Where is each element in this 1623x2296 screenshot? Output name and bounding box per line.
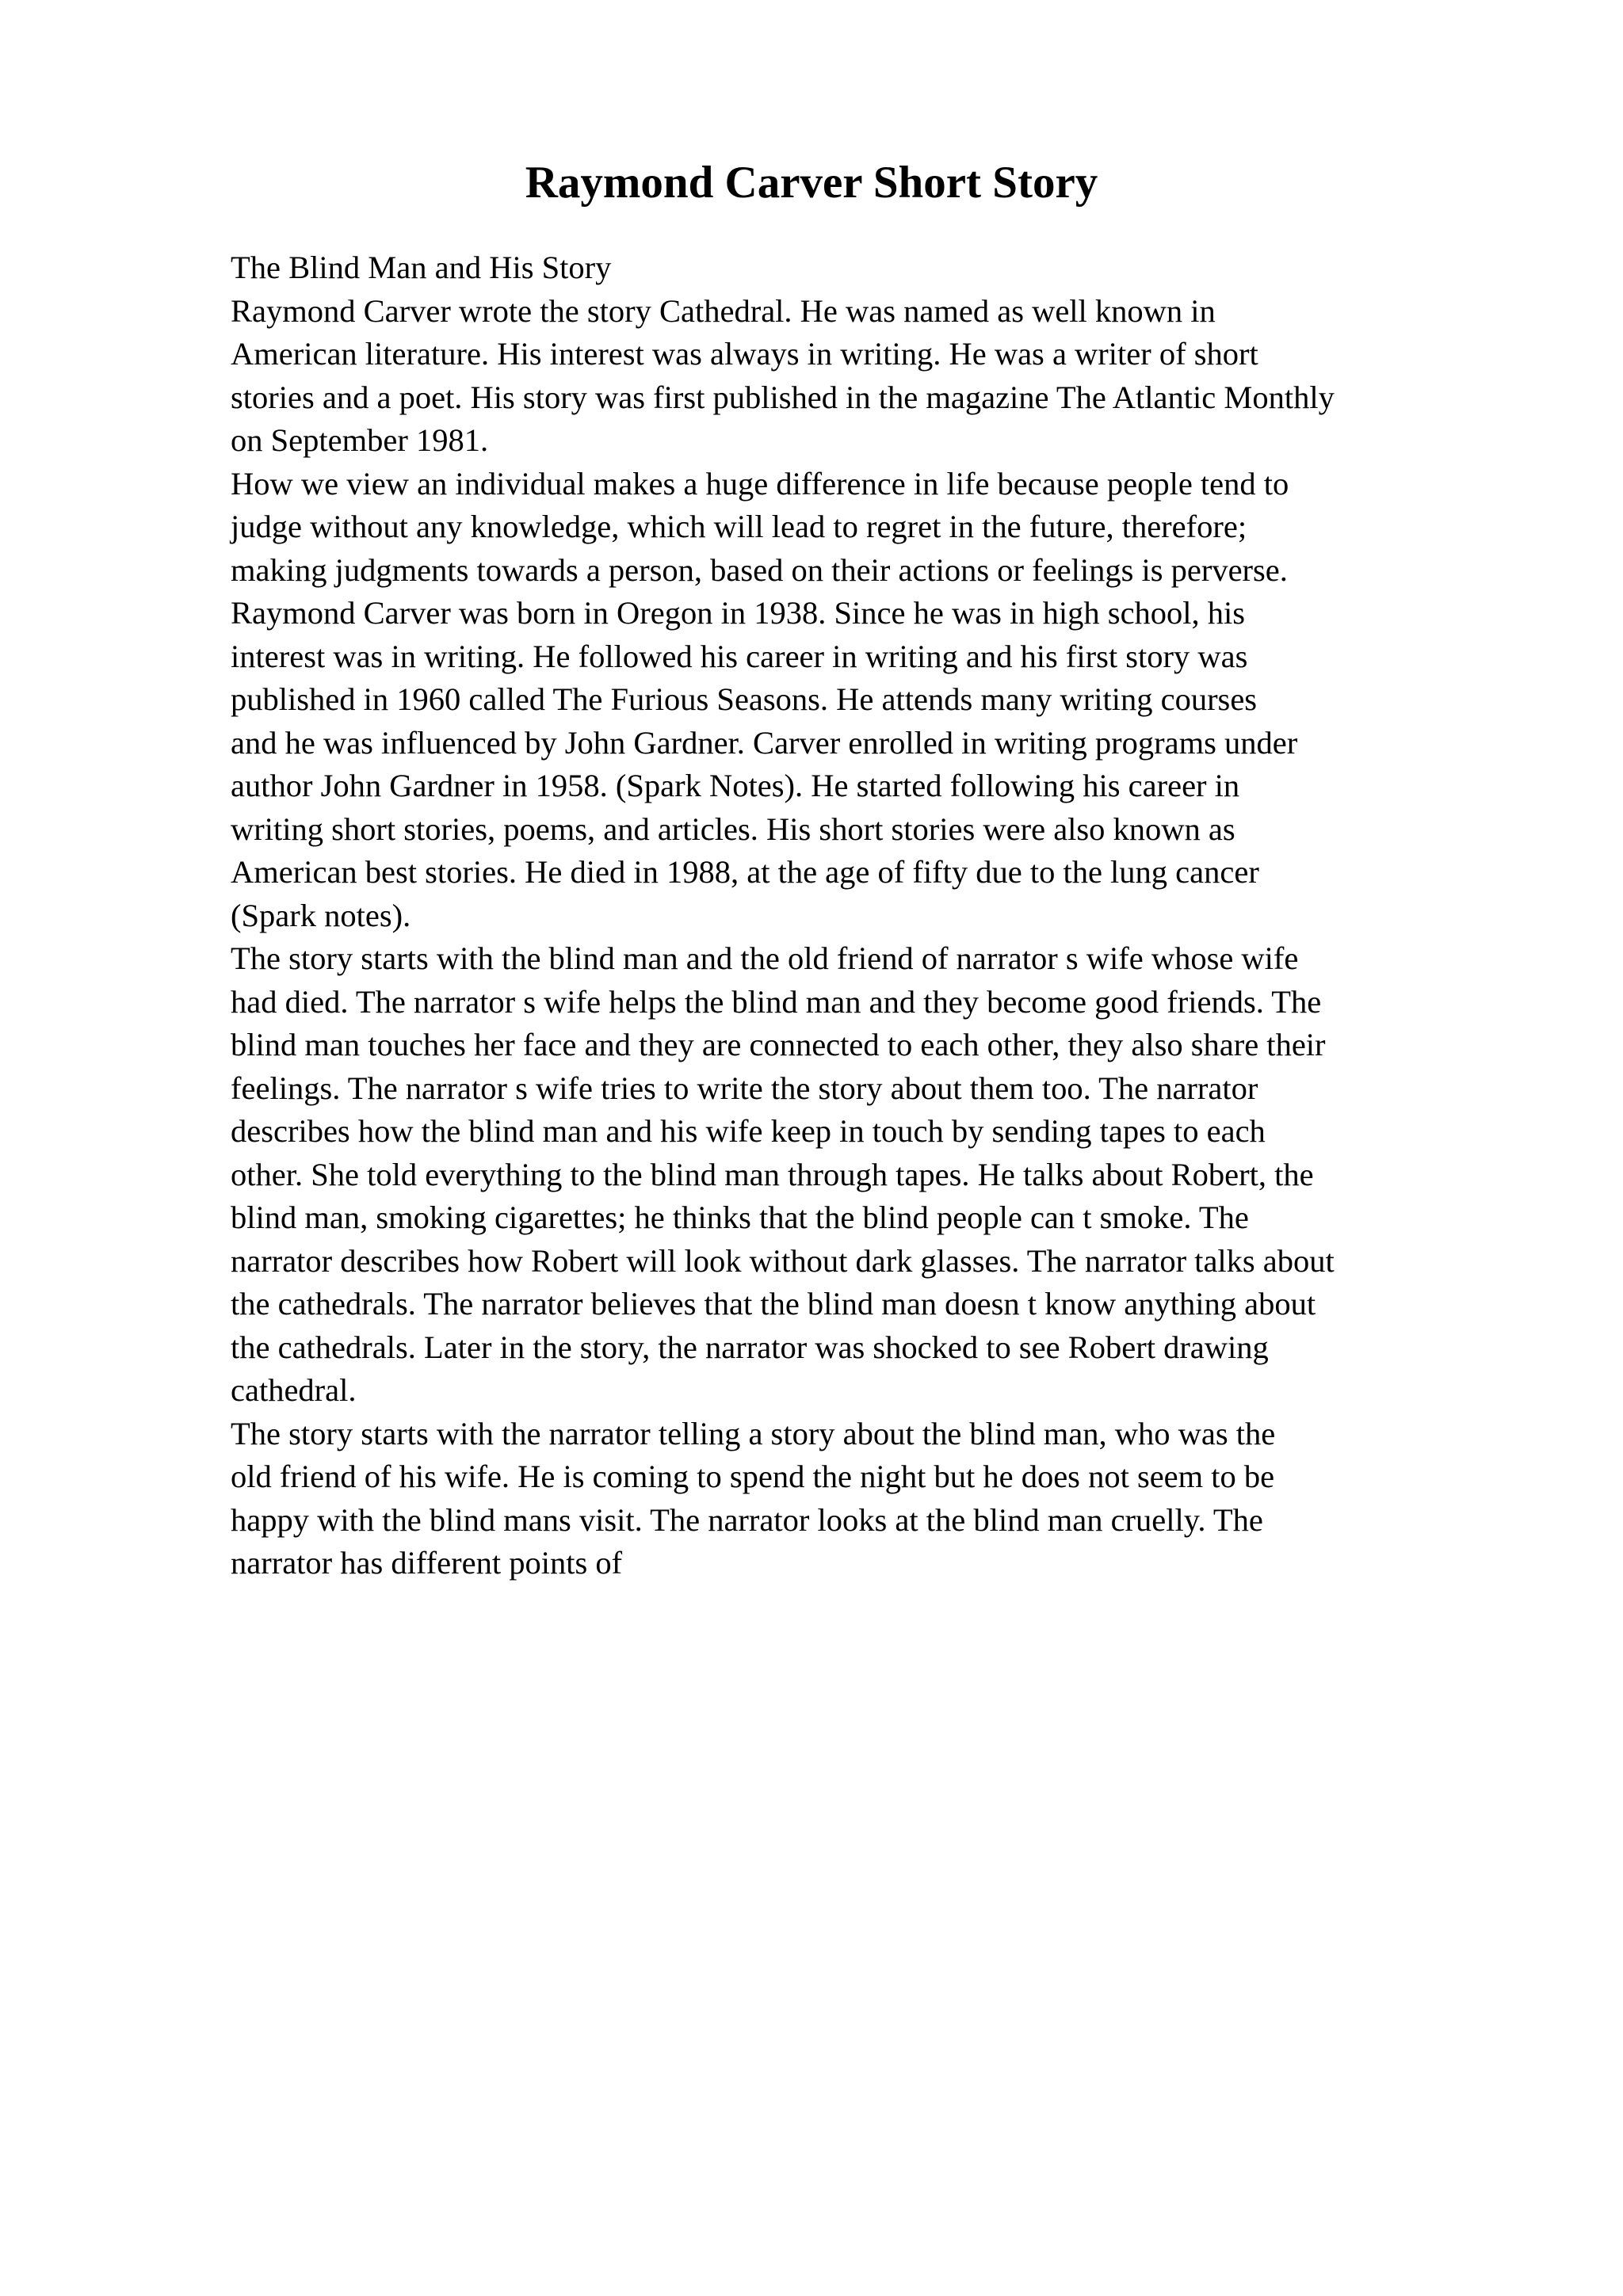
- body-line: blind man, smoking cigarettes; he thinks that the blind people can t smoke. The: [231, 1199, 1249, 1235]
- body-line: other. She told everything to the blind man through tapes. He talks about Robert, the: [231, 1156, 1314, 1192]
- body-line: cathedral.: [231, 1372, 357, 1408]
- document-body: [231, 246, 1538, 1585]
- body-line: author John Gardner in 1958. (Spark Notes). He started following his career in: [231, 768, 1240, 803]
- body-line: the cathedrals. Later in the story, the narrator was shocked to see Robert drawing: [231, 1329, 1269, 1365]
- body-line: and he was influenced by John Gardner. Carver enrolled in writing programs under: [231, 724, 1298, 761]
- body-line: The story starts with the narrator telling a story about the blind man, who was the: [231, 1415, 1276, 1451]
- body-line: The Blind Man and His Story: [231, 250, 612, 285]
- body-line: Raymond Carver was born in Oregon in 1938. Since he was in high school, his: [231, 595, 1246, 631]
- body-line: making judgments towards a person, based on their actions or feelings is perverse.: [231, 551, 1288, 588]
- body-line: feelings. The narrator s wife tries to write the story about them too. The narrator: [231, 1070, 1258, 1106]
- body-line: Raymond Carver wrote the story Cathedral. He was named as well known in: [231, 292, 1216, 329]
- body-line: on September 1981.: [231, 422, 489, 458]
- body-line: American literature. His interest was always in writing. He was a writer of short: [231, 336, 1258, 372]
- body-line: narrator has different points of: [231, 1545, 623, 1581]
- body-line: describes how the blind man and his wife keep in touch by sending tapes to each: [231, 1113, 1266, 1149]
- body-line: How we view an individual makes a huge difference in life because people tend to: [231, 465, 1289, 502]
- body-line: writing short stories, poems, and articles. His short stories were also known as: [231, 810, 1235, 847]
- document-title: Raymond Carver Short Story: [525, 158, 1098, 208]
- body-line: narrator describes how Robert will look without dark glasses. The narrator talks about: [231, 1242, 1335, 1279]
- body-line: published in 1960 called The Furious Seasons. He attends many writing courses: [231, 681, 1258, 717]
- body-line: American best stories. He died in 1988, at the age of fifty due to the lung cancer: [231, 854, 1259, 890]
- body-line: interest was in writing. He followed his career in writing and his first story was: [231, 638, 1248, 674]
- body-line: happy with the blind mans visit. The narrator looks at the blind man cruelly. The: [231, 1501, 1263, 1538]
- body-line: blind man touches her face and they are connected to each other, they also share their: [231, 1027, 1326, 1062]
- body-line: the cathedrals. The narrator believes that the blind man doesn t know anything about: [231, 1286, 1316, 1322]
- body-line: stories and a poet. His story was first published in the magazine The Atlantic Monthly: [231, 379, 1335, 415]
- body-line: judge without any knowledge, which will lead to regret in the future, therefore;: [231, 509, 1247, 544]
- body-line: old friend of his wife. He is coming to spend the night but he does not seem to be: [231, 1459, 1275, 1494]
- body-line: (Spark notes).: [231, 897, 411, 933]
- body-line: had died. The narrator s wife helps the blind man and they become good friends. The: [231, 983, 1322, 1020]
- body-line: The story starts with the blind man and the old friend of narrator s wife whose wife: [231, 940, 1299, 976]
